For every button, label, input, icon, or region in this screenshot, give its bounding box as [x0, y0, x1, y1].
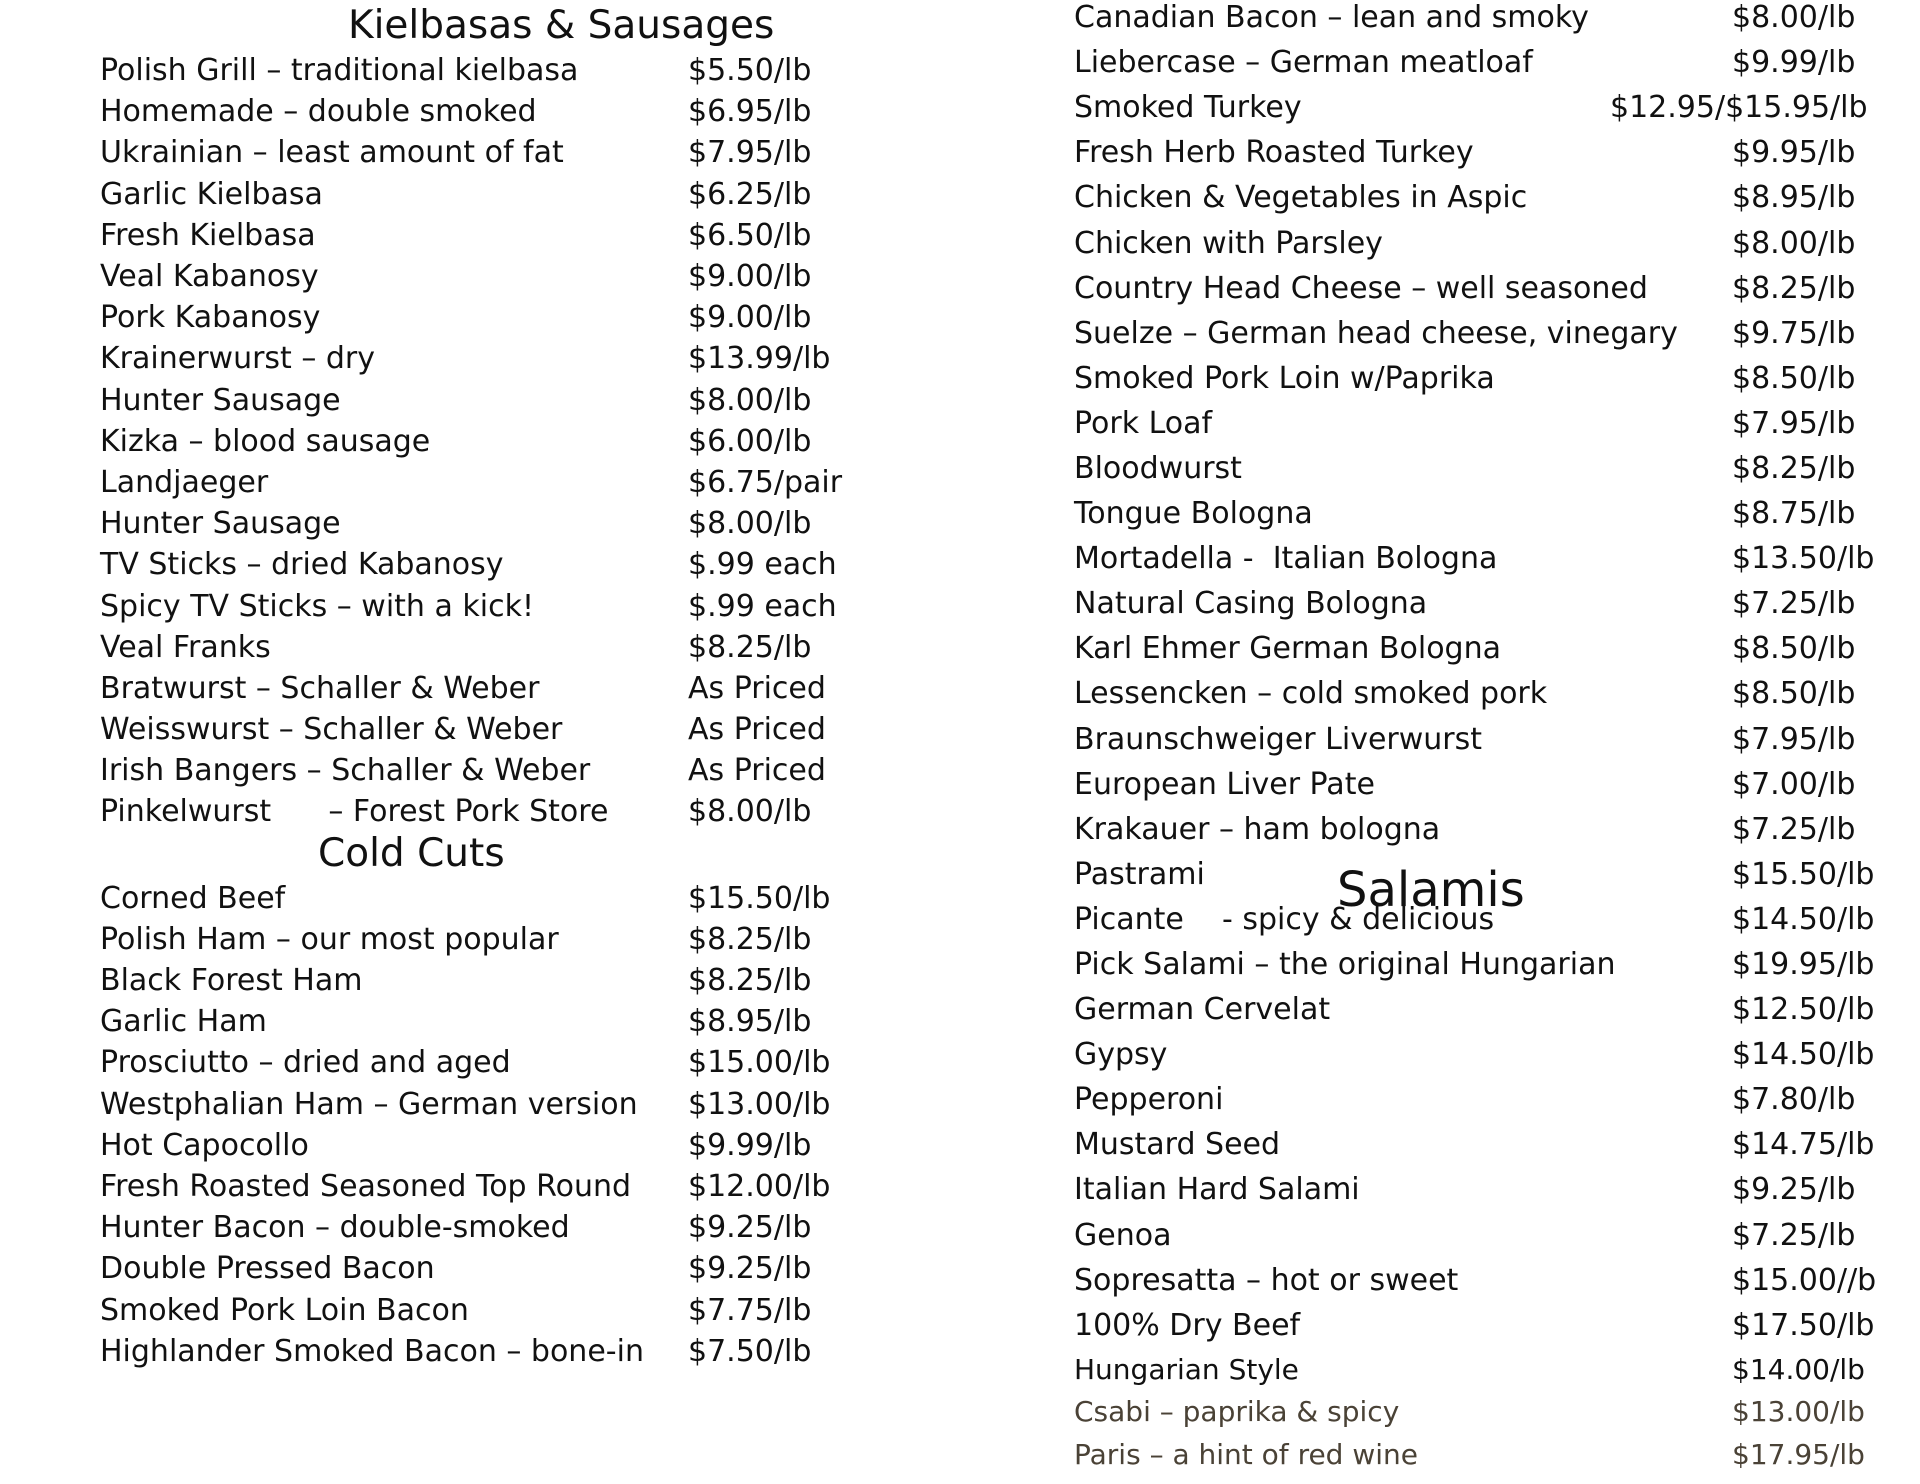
list-item [1074, 356, 1874, 401]
item-price: $.99 each [688, 547, 837, 583]
item-price: $8.00/lb [1732, 225, 1856, 261]
item-price: $8.00/lb [1732, 0, 1856, 36]
item-price: $17.50/lb [1732, 1307, 1875, 1343]
list-item [100, 1289, 860, 1330]
item-price: $.99 each [688, 588, 837, 624]
item-price: $8.95/lb [1732, 180, 1856, 216]
item-name: Hunter Bacon – double-smoked [100, 1210, 570, 1246]
item-name: Krainerwurst – dry [100, 341, 376, 377]
list-item [1074, 0, 1874, 40]
salamis-heading: Salamis [1337, 862, 1525, 918]
item-price: $13.00/lb [688, 1086, 831, 1122]
item-name: Country Head Cheese – well seasoned [1074, 270, 1648, 306]
list-item [1074, 446, 1874, 491]
item-name: Landjaeger [100, 464, 269, 500]
list-item [100, 919, 860, 960]
list-item [1074, 581, 1874, 626]
list-item [1074, 717, 1874, 762]
list-item [100, 1001, 860, 1042]
list-item [1074, 942, 1874, 987]
item-price: $12.50/lb [1732, 992, 1875, 1028]
list-item [1074, 40, 1874, 85]
item-name: Fresh Roasted Seasoned Top Round [100, 1168, 632, 1204]
item-price: $9.99/lb [688, 1127, 812, 1163]
item-price: $7.25/lb [1732, 1217, 1856, 1253]
item-name: Csabi – paprika & spicy [1074, 1395, 1400, 1429]
item-price: $7.95/lb [688, 135, 812, 171]
list-item [1074, 1348, 1874, 1391]
item-price: $9.75/lb [1732, 315, 1856, 351]
list-item [1074, 266, 1874, 311]
item-name: Fresh Kielbasa [100, 217, 316, 253]
item-name: Lessencken – cold smoked pork [1074, 676, 1548, 712]
list-item [1074, 1258, 1877, 1303]
list-item [100, 627, 860, 668]
list-item [100, 50, 860, 91]
item-name: Smoked Turkey [1074, 90, 1302, 126]
list-item [100, 215, 860, 256]
item-name: Krakauer – ham bologna [1074, 811, 1441, 847]
item-name: Corned Beef [100, 880, 286, 916]
item-name: Kizka – blood sausage [100, 423, 431, 459]
item-price: $8.25/lb [1732, 270, 1856, 306]
item-name: Black Forest Ham [100, 963, 363, 999]
item-price: $9.25/lb [688, 1210, 812, 1246]
list-item [1074, 626, 1874, 671]
list-item [100, 791, 860, 832]
list-item [100, 878, 860, 919]
list-item [1074, 762, 1874, 807]
list-item [1074, 1167, 1874, 1212]
list-item [1074, 1077, 1874, 1122]
list-item [1074, 220, 1874, 265]
item-name: Braunschweiger Liverwurst [1074, 721, 1483, 757]
list-item [1074, 175, 1874, 220]
list-item [100, 709, 860, 750]
left-column [100, 0, 860, 1372]
list-item [100, 297, 860, 338]
item-price: $8.25/lb [688, 963, 812, 999]
item-name: Ukrainian – least amount of fat [100, 135, 564, 171]
item-price: $12.00/lb [688, 1168, 831, 1204]
item-name: Veal Kabanosy [100, 259, 319, 295]
item-name: European Liver Pate [1074, 766, 1375, 802]
item-price: $7.95/lb [1732, 721, 1856, 757]
item-price: $8.25/lb [688, 921, 812, 957]
item-price: $7.95/lb [1732, 405, 1856, 441]
item-price: $8.25/lb [688, 629, 812, 665]
item-name: Canadian Bacon – lean and smoky [1074, 0, 1589, 36]
item-name: Veal Franks [100, 629, 271, 665]
right-column [1074, 0, 1877, 1475]
item-name: Chicken & Vegetables in Aspic [1074, 180, 1528, 216]
item-price: $7.75/lb [688, 1292, 812, 1328]
cold-cuts-heading: Cold Cuts [318, 830, 505, 876]
item-name: 100% Dry Beef [1074, 1307, 1301, 1343]
item-price: $15.00/lb [688, 1045, 831, 1081]
kielbasas-heading: Kielbasas & Sausages [348, 3, 775, 48]
item-price: $7.80/lb [1732, 1082, 1856, 1118]
item-price: $6.50/lb [688, 217, 812, 253]
list-item [100, 1042, 860, 1083]
item-price: $15.00//b [1732, 1262, 1877, 1298]
item-price: $7.25/lb [1732, 586, 1856, 622]
item-price: $14.50/lb [1732, 901, 1875, 937]
item-name: Pick Salami – the original Hungarian [1074, 947, 1616, 983]
item-name: Polish Ham – our most popular [100, 921, 559, 957]
list-item [100, 91, 860, 132]
item-name: Smoked Pork Loin Bacon [100, 1292, 469, 1328]
item-price: $13.50/lb [1732, 541, 1875, 577]
item-price: $14.75/lb [1732, 1127, 1875, 1163]
item-price: $9.99/lb [1732, 45, 1856, 81]
list-item [100, 421, 860, 462]
item-name: Italian Hard Salami [1074, 1172, 1360, 1208]
item-price: $14.00/lb [1732, 1352, 1865, 1386]
list-item [100, 1084, 860, 1125]
item-price: $15.50/lb [1732, 856, 1875, 892]
item-name: Polish Grill – traditional kielbasa [100, 53, 579, 89]
list-item [1074, 807, 1874, 852]
list-item [1074, 987, 1874, 1032]
item-name: Mustard Seed [1074, 1127, 1281, 1163]
item-price: $8.25/lb [1732, 450, 1856, 486]
item-price: $5.50/lb [688, 53, 812, 89]
item-price: $13.99/lb [688, 341, 831, 377]
list-item [1074, 401, 1874, 446]
list-item [1074, 1032, 1874, 1077]
list-item [100, 585, 860, 626]
list-item [100, 256, 860, 297]
item-price: $13.00/lb [1732, 1395, 1865, 1429]
item-price: $9.00/lb [688, 259, 812, 295]
item-name: Pepperoni [1074, 1082, 1224, 1118]
right-list [1074, 0, 1877, 1475]
item-name: Hot Capocollo [100, 1127, 309, 1163]
item-name: Weisswurst – Schaller & Weber [100, 712, 563, 748]
list-item [100, 750, 860, 791]
item-price: $8.50/lb [1732, 676, 1856, 712]
list-item [1074, 491, 1874, 536]
list-item [1074, 1433, 1874, 1476]
item-price: $9.25/lb [688, 1251, 812, 1287]
item-price: $8.00/lb [688, 506, 812, 542]
item-name: Mortadella - Italian Bologna [1074, 541, 1498, 577]
item-price: $8.50/lb [1732, 631, 1856, 667]
list-item [100, 544, 860, 585]
item-price: As Priced [688, 753, 826, 789]
item-name: Sopresatta – hot or sweet [1074, 1262, 1459, 1298]
item-name: Hungarian Style [1074, 1352, 1299, 1386]
kielbasas-list [100, 50, 860, 833]
item-name: Tongue Bologna [1074, 496, 1313, 532]
item-price: $8.00/lb [688, 794, 812, 830]
list-item [100, 174, 860, 215]
list-item [1074, 130, 1874, 175]
item-name: Gypsy [1074, 1037, 1168, 1073]
list-item [100, 380, 860, 421]
list-item [1074, 1122, 1874, 1167]
list-item [1074, 1303, 1874, 1348]
item-name: Hunter Sausage [100, 382, 341, 418]
item-name: Homemade – double smoked [100, 94, 537, 130]
item-name: Pork Loaf [1074, 405, 1213, 441]
item-name: Genoa [1074, 1217, 1172, 1253]
list-item [1074, 1213, 1874, 1258]
item-name: Bratwurst – Schaller & Weber [100, 670, 540, 706]
item-price: $17.95/lb [1732, 1437, 1865, 1471]
cold-cuts-list [100, 878, 860, 1372]
item-price: $19.95/lb [1732, 947, 1875, 983]
item-name: Karl Ehmer German Bologna [1074, 631, 1501, 667]
item-name: Westphalian Ham – German version [100, 1086, 638, 1122]
item-name: Fresh Herb Roasted Turkey [1074, 135, 1474, 171]
list-item [100, 1166, 860, 1207]
list-item [1074, 1390, 1874, 1433]
item-name: Smoked Pork Loin w/Paprika [1074, 360, 1495, 396]
item-price: As Priced [688, 712, 826, 748]
list-item [100, 132, 860, 173]
item-name: Irish Bangers – Schaller & Weber [100, 753, 591, 789]
item-price: $6.75/pair [688, 464, 843, 500]
item-name: Prosciutto – dried and aged [100, 1045, 511, 1081]
item-price: $9.95/lb [1732, 135, 1856, 171]
list-item [100, 668, 860, 709]
item-name: Garlic Ham [100, 1004, 267, 1040]
list-item [100, 338, 860, 379]
item-name: Pastrami [1074, 856, 1205, 892]
item-name: Garlic Kielbasa [100, 176, 323, 212]
item-name: Pinkelwurst – Forest Pork Store [100, 794, 609, 830]
item-price: $14.50/lb [1732, 1037, 1875, 1073]
list-item [100, 960, 860, 1001]
item-name: German Cervelat [1074, 992, 1331, 1028]
list-item [100, 1331, 860, 1372]
item-name: TV Sticks – dried Kabanosy [100, 547, 504, 583]
list-item [100, 503, 860, 544]
item-price: $8.75/lb [1732, 496, 1856, 532]
list-item [100, 1207, 860, 1248]
item-price: $8.50/lb [1732, 360, 1856, 396]
item-price: $15.50/lb [688, 880, 831, 916]
item-price: $7.00/lb [1732, 766, 1856, 802]
list-item [100, 1248, 860, 1289]
list-item [1074, 311, 1874, 356]
item-price: $9.25/lb [1732, 1172, 1856, 1208]
item-price: $6.25/lb [688, 176, 812, 212]
item-name: Hunter Sausage [100, 506, 341, 542]
item-name: Spicy TV Sticks – with a kick! [100, 588, 535, 624]
list-item [1074, 85, 1874, 130]
item-price: As Priced [688, 670, 826, 706]
item-price: $8.95/lb [688, 1004, 812, 1040]
list-item [1074, 536, 1874, 581]
item-name: Highlander Smoked Bacon – bone-in [100, 1333, 644, 1369]
item-name: Pork Kabanosy [100, 300, 321, 336]
item-name: Liebercase – German meatloaf [1074, 45, 1533, 81]
item-price: $7.25/lb [1732, 811, 1856, 847]
item-price: $9.00/lb [688, 300, 812, 336]
list-item [100, 1125, 860, 1166]
item-name: Suelze – German head cheese, vinegary [1074, 315, 1678, 351]
item-name: Double Pressed Bacon [100, 1251, 435, 1287]
item-price: $6.00/lb [688, 423, 812, 459]
item-name: Picante - spicy & delicious [1074, 901, 1495, 937]
list-item [100, 462, 860, 503]
item-price: $6.95/lb [688, 94, 812, 130]
item-price: $12.95/$15.95/lb [1610, 90, 1868, 126]
item-name: Natural Casing Bologna [1074, 586, 1428, 622]
item-name: Paris – a hint of red wine [1074, 1437, 1419, 1471]
item-price: $8.00/lb [688, 382, 812, 418]
item-name: Bloodwurst [1074, 450, 1242, 486]
item-name: Chicken with Parsley [1074, 225, 1383, 261]
item-price: $7.50/lb [688, 1333, 812, 1369]
list-item [1074, 671, 1874, 716]
